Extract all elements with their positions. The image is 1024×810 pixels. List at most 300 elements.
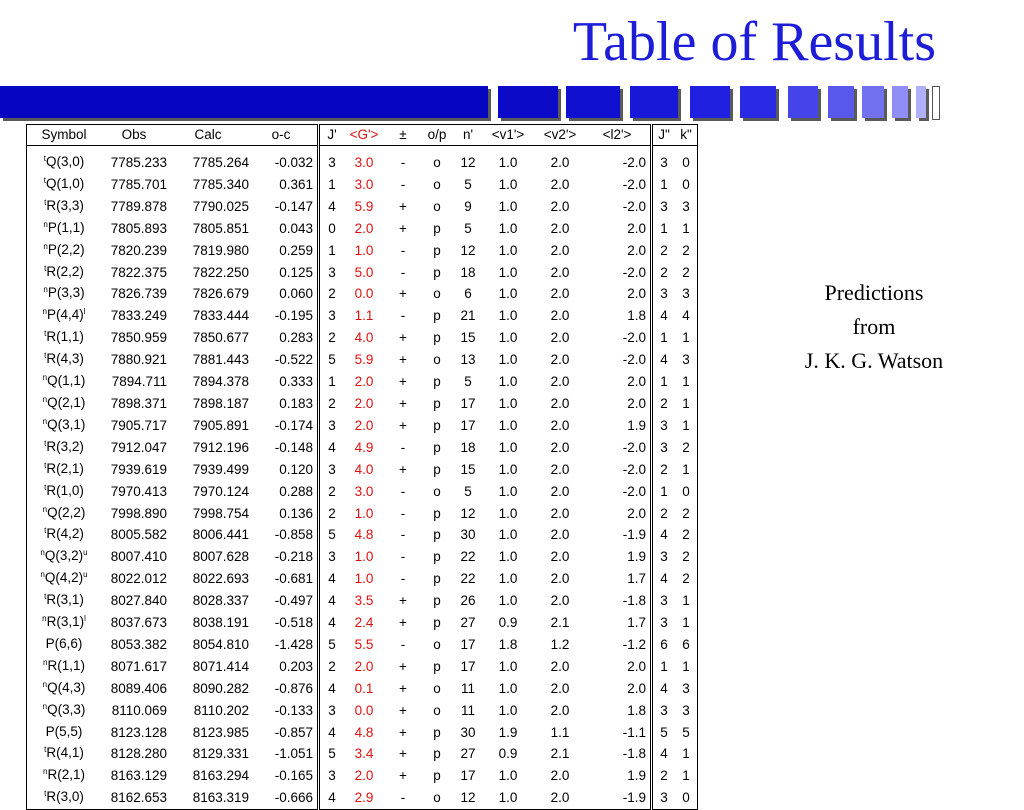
cell-calc: 8123.985 (192, 724, 249, 740)
cell-jj: 4 (660, 680, 668, 696)
cell-obs: 8162.653 (110, 790, 167, 806)
symbol-label: R(3,0) (46, 789, 84, 805)
cell-jj: 3 (660, 593, 668, 609)
cell-calc: 8129.331 (192, 746, 249, 762)
table-row (27, 634, 698, 656)
cell-v2: 2.0 (550, 198, 570, 214)
cell-pm: + (399, 352, 407, 368)
cell-j: 3 (328, 308, 336, 324)
cell-oc: -0.876 (249, 678, 319, 700)
cell-n: 18 (460, 439, 476, 455)
cell-l2: 2.0 (588, 656, 652, 678)
cell-symbol (27, 283, 102, 305)
cell-v1: 1.0 (498, 155, 518, 170)
cell-l2: 1.7 (588, 568, 652, 590)
symbol-label: Q(3,0) (45, 154, 85, 169)
cell-jj: 4 (660, 352, 668, 368)
cell-jj: 4 (660, 746, 668, 762)
cell-n: 17 (460, 417, 476, 433)
table-row (27, 393, 698, 415)
table-body (27, 146, 698, 810)
cell-g: 3.0 (354, 176, 374, 192)
cell-obs: 8007.410 (110, 549, 167, 565)
cell-v1: 1.0 (498, 374, 518, 390)
cell-oc: -0.147 (249, 196, 319, 218)
cell-l2: 1.8 (588, 305, 652, 327)
cell-l2: -2.0 (588, 481, 652, 503)
cell-k: 2 (682, 242, 690, 258)
cell-pm: + (399, 461, 407, 477)
cell-l2: 1.9 (588, 546, 652, 568)
cell-oc: 0.259 (249, 240, 319, 262)
cell-oc: -0.497 (249, 590, 319, 612)
cell-v1: 1.0 (498, 330, 518, 346)
cell-n: 12 (460, 242, 476, 258)
symbol-prefix: t (44, 482, 47, 492)
cell-k: 0 (682, 483, 690, 499)
predictions-note-line-2: from (852, 314, 896, 339)
cell-k: 5 (682, 724, 690, 740)
cell-calc: 7905.891 (192, 417, 249, 433)
cell-k: 1 (682, 330, 690, 346)
predictions-note-line-3: J. K. G. Watson (804, 348, 944, 373)
symbol-label: R(4,1) (46, 745, 84, 761)
cell-g: 2.4 (354, 615, 374, 631)
cell-obs: 8027.840 (110, 593, 167, 609)
cell-g: 1.0 (354, 549, 374, 565)
cell-v2: 2.0 (550, 483, 570, 499)
cell-pm: - (400, 483, 406, 499)
cell-j: 1 (328, 242, 336, 258)
cell-jj: 2 (660, 461, 668, 477)
cell-jj: 2 (660, 768, 668, 784)
symbol-label: R(3,2) (46, 438, 84, 454)
symbol-prefix: n (42, 307, 47, 317)
cell-g: 1.1 (354, 308, 374, 324)
cell-obs: 7805.893 (110, 220, 167, 236)
cell-obs: 8128.280 (110, 746, 167, 762)
symbol-prefix: t (44, 351, 47, 361)
bar-block-6 (788, 86, 818, 118)
cell-l2: 2.0 (588, 240, 652, 262)
cell-l2: -2.0 (588, 146, 652, 174)
table-row (27, 612, 698, 634)
cell-oc: 0.043 (249, 218, 319, 240)
table-row (27, 590, 698, 612)
cell-calc: 7939.499 (192, 461, 249, 477)
cell-calc: 8071.414 (192, 658, 249, 674)
cell-v1: 1.0 (498, 439, 518, 455)
cell-symbol (27, 656, 102, 678)
symbol-label: Q(3,3) (47, 701, 86, 717)
table-row (27, 481, 698, 503)
cell-j: 3 (328, 417, 336, 433)
cell-v2: 2.0 (550, 527, 570, 543)
cell-jj: 4 (660, 527, 668, 543)
symbol-label: R(2,2) (46, 263, 84, 279)
symbol-prefix: t (44, 745, 47, 755)
cell-oc: -0.218 (249, 546, 319, 568)
cell-v1: 1.0 (498, 242, 518, 258)
cell-oc: -0.174 (249, 415, 319, 437)
symbol-prefix: n (42, 679, 48, 689)
cell-n: 18 (460, 264, 476, 280)
cell-op: o (433, 790, 441, 806)
cell-j: 1 (328, 374, 336, 390)
cell-calc: 8022.693 (192, 571, 249, 587)
cell-calc: 8163.319 (192, 790, 249, 806)
cell-symbol (27, 196, 102, 218)
cell-pm: - (400, 790, 406, 806)
cell-g: 2.0 (354, 220, 374, 236)
cell-jj: 3 (660, 702, 668, 718)
cell-symbol (27, 146, 102, 174)
bar-block-10 (916, 86, 926, 118)
cell-j: 3 (328, 264, 336, 280)
table-row (27, 240, 698, 262)
cell-jj: 3 (660, 615, 668, 631)
symbol-label: R(4,3) (46, 351, 84, 367)
table-row (27, 415, 698, 437)
table-row (27, 546, 698, 568)
cell-v1: 1.9 (498, 724, 518, 740)
cell-g: 4.8 (354, 724, 374, 740)
table-row (27, 765, 698, 787)
cell-symbol (27, 415, 102, 437)
cell-l2: -2.0 (588, 459, 652, 481)
cell-l2: 2.0 (588, 678, 652, 700)
cell-op: p (433, 395, 441, 411)
table-row (27, 146, 698, 174)
cell-op: p (433, 593, 441, 609)
cell-g: 5.5 (354, 636, 374, 652)
cell-symbol (27, 765, 102, 787)
symbol-prefix: t (44, 526, 47, 536)
symbol-prefix: t (44, 592, 47, 602)
table-row (27, 305, 698, 327)
cell-v2: 2.0 (550, 680, 570, 696)
cell-obs: 8071.617 (110, 658, 167, 674)
cell-obs: 7912.047 (110, 439, 167, 455)
col-header-jj: J" (652, 125, 676, 146)
cell-obs: 7833.249 (110, 308, 167, 324)
cell-op: o (433, 176, 441, 192)
cell-v2: 2.0 (550, 658, 570, 674)
bar-block-5 (740, 86, 776, 118)
cell-oc: -0.858 (249, 524, 319, 546)
bar-block-1 (498, 86, 558, 118)
bar-block-11 (932, 86, 940, 120)
predictions-note (764, 276, 984, 378)
cell-pm: - (400, 527, 406, 543)
table-row (27, 283, 698, 305)
cell-v1: 0.9 (498, 746, 518, 762)
col-header-l2: <l2'> (588, 125, 652, 146)
cell-symbol (27, 700, 102, 722)
cell-n: 17 (460, 658, 476, 674)
cell-v2: 2.0 (550, 505, 570, 521)
cell-obs: 7905.717 (110, 417, 167, 433)
cell-op: p (433, 308, 441, 324)
cell-j: 3 (328, 155, 336, 170)
symbol-label: P(6,6) (45, 635, 83, 651)
results-table (26, 124, 698, 810)
cell-g: 2.0 (354, 374, 374, 390)
cell-jj: 3 (660, 155, 668, 170)
cell-n: 30 (460, 724, 476, 740)
cell-jj: 3 (660, 439, 668, 455)
symbol-label: Q(4,2) (44, 570, 84, 586)
cell-op: p (433, 242, 441, 258)
bar-block-7 (828, 86, 854, 118)
symbol-prefix: n (42, 614, 47, 624)
cell-g: 5.0 (354, 264, 374, 280)
cell-oc: -0.666 (249, 787, 319, 809)
cell-k: 1 (682, 220, 690, 236)
cell-symbol (27, 634, 102, 656)
cell-g: 2.0 (354, 417, 374, 433)
cell-g: 1.0 (354, 571, 374, 587)
cell-oc: -0.518 (249, 612, 319, 634)
cell-oc: 0.125 (249, 262, 319, 284)
symbol-label: R(4,2) (46, 526, 84, 542)
cell-j: 2 (328, 505, 336, 521)
cell-calc: 8163.294 (192, 768, 249, 784)
cell-g: 1.0 (354, 242, 374, 258)
cell-v2: 2.0 (550, 242, 570, 258)
cell-v2: 2.0 (550, 571, 570, 587)
symbol-label: R(1,1) (46, 329, 84, 345)
cell-obs: 8005.582 (110, 527, 167, 543)
cell-v1: 1.0 (498, 571, 518, 587)
cell-calc: 7785.264 (192, 155, 249, 170)
cell-v1: 1.0 (498, 198, 518, 214)
bar-block-3 (630, 86, 678, 118)
cell-k: 1 (682, 417, 690, 433)
cell-symbol (27, 722, 102, 744)
cell-k: 4 (682, 308, 690, 324)
cell-pm: + (399, 658, 407, 674)
cell-j: 4 (328, 724, 336, 740)
cell-l2: -1.8 (588, 590, 652, 612)
cell-obs: 7820.239 (110, 242, 167, 258)
cell-l2: 2.0 (588, 218, 652, 240)
cell-j: 5 (328, 352, 336, 368)
cell-obs: 8022.012 (110, 571, 167, 587)
cell-obs: 8053.382 (110, 636, 167, 652)
cell-v1: 1.0 (498, 790, 518, 806)
cell-obs: 7822.375 (110, 264, 167, 280)
cell-calc: 7850.677 (192, 330, 249, 346)
cell-oc: 0.283 (249, 327, 319, 349)
cell-k: 1 (682, 395, 690, 411)
cell-k: 3 (682, 702, 690, 718)
table-row (27, 656, 698, 678)
cell-oc: -0.165 (249, 765, 319, 787)
cell-symbol (27, 546, 102, 568)
cell-v2: 2.0 (550, 395, 570, 411)
col-header-pm: ± (384, 125, 422, 146)
cell-l2: -1.1 (588, 722, 652, 744)
cell-n: 17 (460, 768, 476, 784)
cell-n: 21 (460, 308, 476, 324)
symbol-prefix: t (44, 197, 47, 207)
symbol-prefix: n (40, 570, 45, 580)
cell-n: 27 (460, 615, 476, 631)
cell-n: 27 (460, 746, 476, 762)
cell-g: 0.0 (354, 702, 374, 718)
symbol-label: Q(4,3) (47, 679, 86, 695)
cell-j: 3 (328, 702, 336, 718)
cell-calc: 8007.628 (192, 549, 249, 565)
cell-op: p (433, 768, 441, 784)
symbol-prefix: t (44, 329, 47, 339)
cell-j: 0 (328, 220, 336, 236)
cell-k: 2 (682, 549, 690, 565)
cell-pm: + (399, 615, 407, 631)
symbol-label: R(1,1) (47, 657, 85, 673)
cell-pm: + (399, 680, 407, 696)
cell-calc: 7881.443 (192, 352, 249, 368)
col-header-v1: <v1'> (484, 125, 532, 146)
symbol-prefix: n (43, 657, 48, 667)
cell-obs: 7970.413 (110, 483, 167, 499)
cell-v2: 2.0 (550, 549, 570, 565)
cell-obs: 7939.619 (110, 461, 167, 477)
cell-k: 0 (682, 155, 690, 170)
cell-symbol (27, 393, 102, 415)
cell-symbol (27, 612, 102, 634)
cell-v1: 1.0 (498, 308, 518, 324)
cell-j: 4 (328, 680, 336, 696)
cell-l2: -1.9 (588, 524, 652, 546)
cell-pm: - (400, 571, 406, 587)
cell-jj: 2 (660, 395, 668, 411)
cell-calc: 8054.810 (192, 636, 249, 652)
cell-n: 17 (460, 395, 476, 411)
cell-j: 4 (328, 198, 336, 214)
cell-op: p (433, 220, 441, 236)
cell-pm: + (399, 395, 407, 411)
cell-symbol (27, 459, 102, 481)
symbol-prefix: n (42, 394, 48, 404)
cell-j: 1 (328, 176, 336, 192)
symbol-prefix: t (44, 789, 47, 799)
cell-op: p (433, 505, 441, 521)
cell-jj: 4 (660, 571, 668, 587)
cell-g: 5.9 (354, 198, 374, 214)
cell-n: 9 (464, 198, 472, 214)
cell-jj: 4 (660, 308, 668, 324)
cell-v2: 2.0 (550, 176, 570, 192)
symbol-label: P(2,2) (47, 241, 85, 257)
symbol-suffix: u (83, 548, 88, 558)
table-row (27, 568, 698, 590)
symbol-label: R(1,0) (46, 482, 84, 498)
cell-pm: - (400, 549, 406, 565)
cell-k: 2 (682, 264, 690, 280)
cell-n: 6 (464, 286, 472, 302)
cell-oc: -0.857 (249, 722, 319, 744)
cell-k: 1 (682, 746, 690, 762)
cell-op: o (433, 286, 441, 302)
cell-symbol (27, 371, 102, 393)
cell-op: o (433, 483, 441, 499)
cell-op: p (433, 264, 441, 280)
bar-block-4 (690, 86, 730, 118)
cell-j: 3 (328, 461, 336, 477)
cell-n: 11 (460, 680, 475, 696)
cell-j: 4 (328, 571, 336, 587)
col-header-obs: Obs (101, 125, 167, 146)
cell-calc: 7819.980 (192, 242, 249, 258)
cell-k: 0 (682, 790, 690, 806)
cell-g: 1.0 (354, 505, 374, 521)
cell-l2: -1.2 (588, 634, 652, 656)
table-row (27, 524, 698, 546)
symbol-label: P(1,1) (47, 219, 85, 235)
cell-n: 12 (460, 155, 476, 170)
cell-pm: - (400, 308, 406, 324)
cell-n: 17 (460, 636, 476, 652)
cell-obs: 7826.739 (110, 286, 167, 302)
bar-block-8 (862, 86, 884, 118)
symbol-prefix: n (43, 219, 48, 229)
cell-j: 3 (328, 768, 336, 784)
symbol-label: Q(1,1) (47, 373, 86, 389)
symbol-prefix: t (43, 154, 46, 163)
cell-obs: 7998.890 (110, 505, 167, 521)
bar-block-9 (892, 86, 908, 118)
table-row (27, 174, 698, 196)
cell-j: 2 (328, 395, 336, 411)
cell-obs: 7785.701 (110, 176, 167, 192)
col-header-oc: o-c (249, 125, 319, 146)
cell-oc: 0.136 (249, 503, 319, 525)
col-header-symbol: Symbol (27, 125, 102, 146)
cell-v2: 2.0 (550, 286, 570, 302)
cell-oc: 0.288 (249, 481, 319, 503)
symbol-label: R(2,1) (47, 767, 85, 783)
cell-g: 4.0 (354, 461, 374, 477)
cell-v2: 2.1 (550, 746, 570, 762)
cell-l2: -1.8 (588, 743, 652, 765)
cell-v2: 2.0 (550, 461, 570, 477)
cell-oc: 0.333 (249, 371, 319, 393)
symbol-label: P(3,3) (47, 285, 85, 301)
cell-calc: 7912.196 (192, 439, 249, 455)
cell-calc: 7790.025 (192, 198, 249, 214)
cell-oc: -0.681 (249, 568, 319, 590)
cell-v2: 2.0 (550, 352, 570, 368)
cell-n: 5 (464, 483, 472, 499)
cell-jj: 6 (660, 636, 668, 652)
col-header-v2: <v2'> (532, 125, 588, 146)
cell-l2: -2.0 (588, 262, 652, 284)
table-row (27, 678, 698, 700)
cell-op: p (433, 330, 441, 346)
cell-l2: 2.0 (588, 393, 652, 415)
cell-j: 4 (328, 790, 336, 806)
cell-calc: 7805.851 (192, 220, 249, 236)
cell-symbol (27, 678, 102, 700)
cell-oc: -0.133 (249, 700, 319, 722)
cell-k: 3 (682, 198, 690, 214)
cell-oc: -1.051 (249, 743, 319, 765)
symbol-prefix: n (43, 285, 48, 295)
cell-obs: 7894.711 (111, 374, 167, 390)
cell-v2: 2.0 (550, 768, 570, 784)
